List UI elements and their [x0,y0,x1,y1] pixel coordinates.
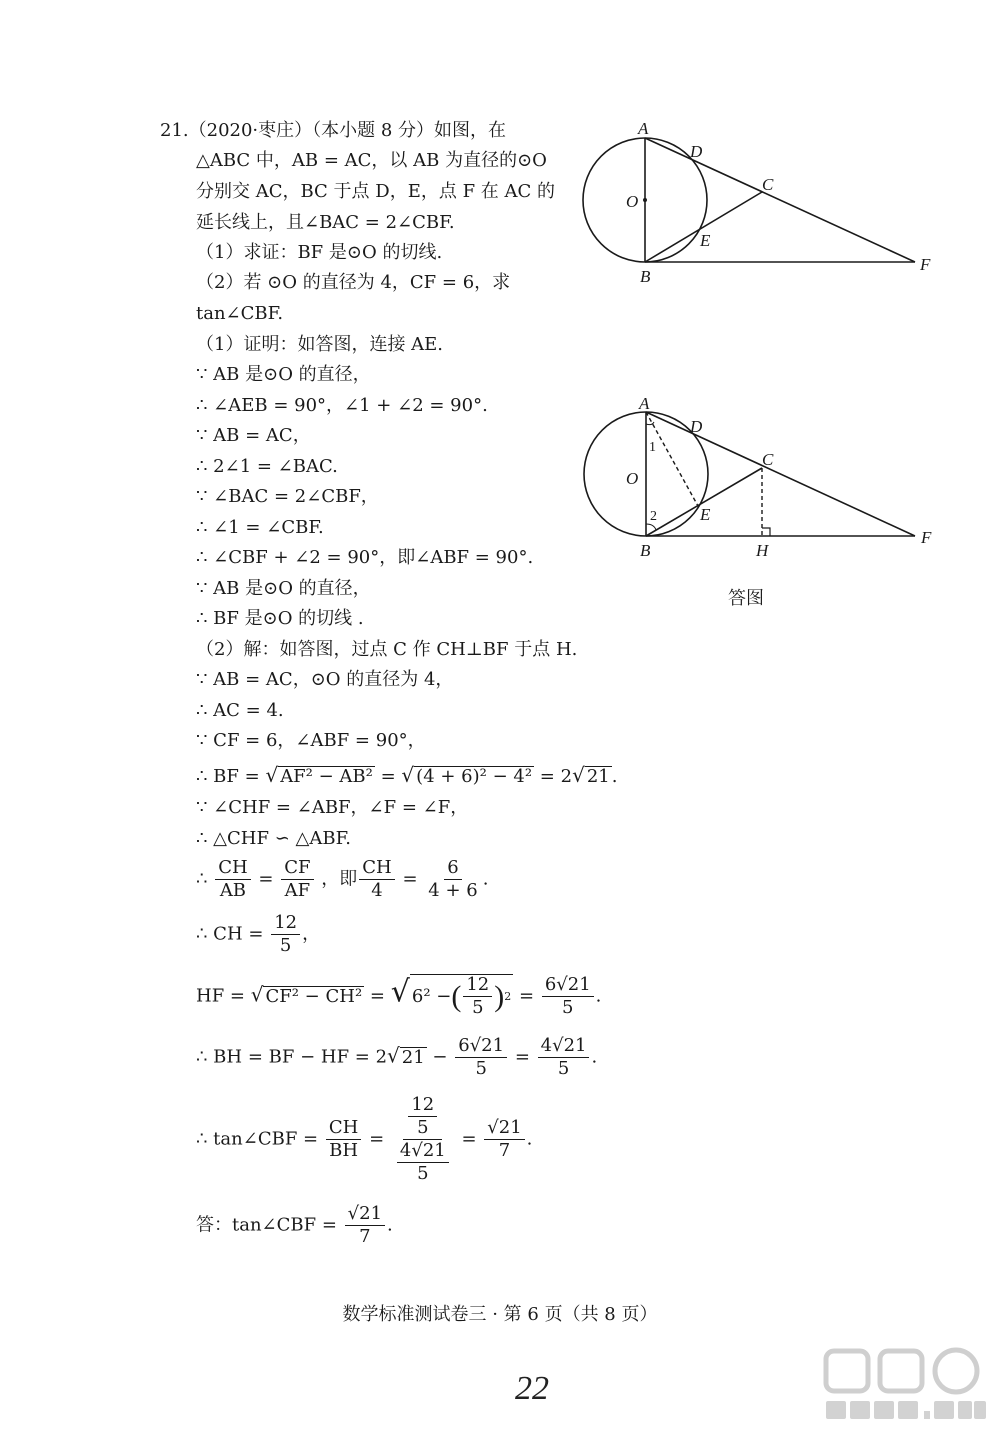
label-d: D [690,142,703,161]
fraction [538,1036,590,1079]
denominator: 5 [417,1163,429,1184]
solution-line: ∴ AC = 4. [196,700,284,721]
text: ∴ BF = [196,766,260,787]
right-angle-mark [762,528,770,536]
label-e: E [700,505,711,524]
exponent: 2 [504,989,512,1003]
solution-line: ∵ ∠CHF = ∠ABF，∠F = ∠F， [196,797,469,818]
text: = [369,1128,385,1150]
solution-line: ∴ ∠CBF + ∠2 = 90°，即∠ABF = 90°. [196,547,534,568]
denominator: 4 + 6 [428,880,478,901]
label-angle-2: 2 [650,509,657,524]
denominator: 5 [417,1117,429,1138]
compound-fraction [392,1095,454,1184]
figure-problem [570,110,950,290]
fraction [463,975,492,1018]
answer-line [196,1204,393,1247]
numerator: 4√21 [538,1036,590,1058]
segment-af [646,412,915,536]
text: 6² − [411,985,452,1007]
text: − [432,1046,448,1068]
text: . [591,1046,598,1068]
radicand: AF² − AB² [280,766,373,787]
solution-ratio [196,858,488,901]
numerator: 12 [408,1095,437,1117]
solution-hf [196,974,601,1018]
figure-answer [570,390,950,565]
page-footer: 数学标准测试卷三 · 第 6 页（共 8 页） [342,1304,658,1325]
left-paren: ( [451,979,462,1013]
denominator [392,1140,454,1184]
solution-line: ∵ AB 是⊙O 的直径， [196,578,371,599]
fraction [359,858,394,901]
fraction [281,858,313,901]
fraction [215,858,250,901]
fraction [425,858,480,901]
denominator: AF [284,880,311,901]
center-dot [643,198,647,202]
solution-line: ∵ AB = AC，⊙O 的直径为 4， [196,669,454,690]
radicand: 21 [401,1046,425,1068]
denominator: 7 [359,1226,371,1247]
denominator: 5 [475,1058,487,1079]
numerator: √21 [484,1118,524,1140]
text: ， [302,923,321,945]
problem-line2: △ABC 中，AB = AC，以 AB 为直径的⊙O [196,150,547,171]
label-a: A [638,119,649,138]
text: = [519,985,535,1007]
handwritten-page-number: 22 [515,1370,549,1407]
solution-line: ∴ ∠1 = ∠CBF. [196,517,324,538]
label-d: D [690,417,703,436]
radicand: (4 + 6)² − 4² [416,766,533,787]
radical-sign: √ [265,763,279,787]
solution-ch [196,913,320,956]
label-c: C [762,175,774,194]
angle-arc-2 [646,524,656,530]
label-angle-1: 1 [649,440,656,455]
denominator: BH [329,1140,359,1161]
fraction [397,1141,449,1184]
label-a: A [639,394,650,413]
radical-sign: √ [390,974,410,1010]
label-o: O [626,192,639,211]
radical-sign: √ [401,763,415,787]
text: ∴ tan∠CBF = [196,1128,319,1150]
text: = [369,985,386,1007]
numerator: 6√21 [542,975,594,997]
text: . [611,766,618,787]
solution-line: ∴ △CHF ∽ △ABF. [196,828,351,849]
problem-header: 21.（2020·枣庄）（本小题 8 分）如图，在 [160,120,507,141]
problem-line4: 延长线上，且∠BAC = 2∠CBF. [196,212,455,233]
solution-line: ∴ ∠AEB = 90°，∠1 + ∠2 = 90°. [196,395,488,416]
solution-line: ∵ CF = 6，∠ABF = 90°， [196,730,426,751]
segment-af [645,138,915,262]
solution-bh [196,1036,597,1079]
fraction [345,1204,385,1247]
text: = [258,868,274,890]
radical-sign: √ [250,982,264,1007]
radicand: CF² − CH² [265,985,363,1007]
numerator [403,1095,442,1140]
fraction [408,1095,437,1138]
denominator: 4 [371,880,383,901]
question-2b: tan∠CBF. [196,303,284,324]
radical-sign: √ [572,763,585,787]
text: 答：tan∠CBF = [196,1214,337,1236]
question-1: （1）求证：BF 是⊙O 的切线. [196,242,443,263]
denominator: 7 [498,1140,511,1161]
text: . [482,868,489,890]
watermark-logo [820,1345,990,1425]
text: = [514,1046,530,1068]
text: . [387,1214,393,1236]
solution-tan [196,1095,532,1184]
label-f: F [920,255,931,274]
denominator: AB [219,880,247,901]
solution-line: ∴ 2∠1 = ∠BAC. [196,456,338,477]
numerator: 6 [444,858,461,880]
text: ∴ CH = [196,923,264,945]
text: . [595,985,602,1007]
label-o: O [626,469,639,488]
fraction [455,1036,507,1079]
solution-line: ∵ AB 是⊙O 的直径， [196,364,371,385]
denominator: 5 [562,997,574,1018]
right-paren: ) [494,979,505,1013]
label-f: F [921,528,932,547]
fraction [271,913,300,956]
solution-line: ∵ ∠BAC = 2∠CBF， [196,486,379,507]
numerator: CH [326,1118,361,1140]
text: = [461,1128,477,1150]
text: = 2 [539,766,573,787]
denominator: 5 [557,1058,570,1079]
label-h: H [756,541,769,560]
solution-line: （1）证明：如答图，连接 AE. [196,334,444,355]
radicand [410,974,513,1018]
numerator: √21 [345,1204,385,1226]
problem-line3: 分别交 AC，BC 于点 D，E，点 F 在 AC 的 [196,181,555,202]
solution-line: （2）解：如答图，过点 C 作 CH⊥BF 于点 H. [196,639,578,660]
text: ∴ [196,868,208,890]
text: ∴ BH = BF − HF = 2 [196,1046,388,1068]
solution-line: ∴ BF 是⊙O 的切线 . [196,608,364,629]
segment-bc [645,192,762,262]
label-e: E [700,231,711,250]
fraction [326,1118,361,1161]
denominator: 5 [279,935,292,956]
text: HF = [196,985,245,1007]
numerator: 6√21 [455,1036,507,1058]
segment-bc [646,468,762,536]
label-b: B [640,267,651,286]
numerator: 12 [271,913,300,935]
text: ，即 [321,868,358,890]
figure-caption: 答图 [728,588,764,609]
numerator: CH [359,858,394,880]
text: = [402,868,418,890]
text: = [380,766,396,787]
numerator: 12 [463,975,492,997]
solution-bf-equation [196,764,617,788]
denominator: 5 [472,997,484,1018]
radicand: 21 [586,766,610,787]
solution-line: ∵ AB = AC， [196,425,311,446]
question-2a: （2）若 ⊙O 的直径为 4，CF = 6，求 [196,272,511,293]
fraction [484,1118,524,1161]
fraction [542,975,594,1018]
radical-sign: √ [387,1043,400,1068]
numerator: CF [281,858,313,880]
label-c: C [762,450,774,469]
text: . [526,1128,533,1150]
label-b: B [640,541,651,560]
numerator: 4√21 [397,1141,449,1163]
numerator: CH [215,858,250,880]
